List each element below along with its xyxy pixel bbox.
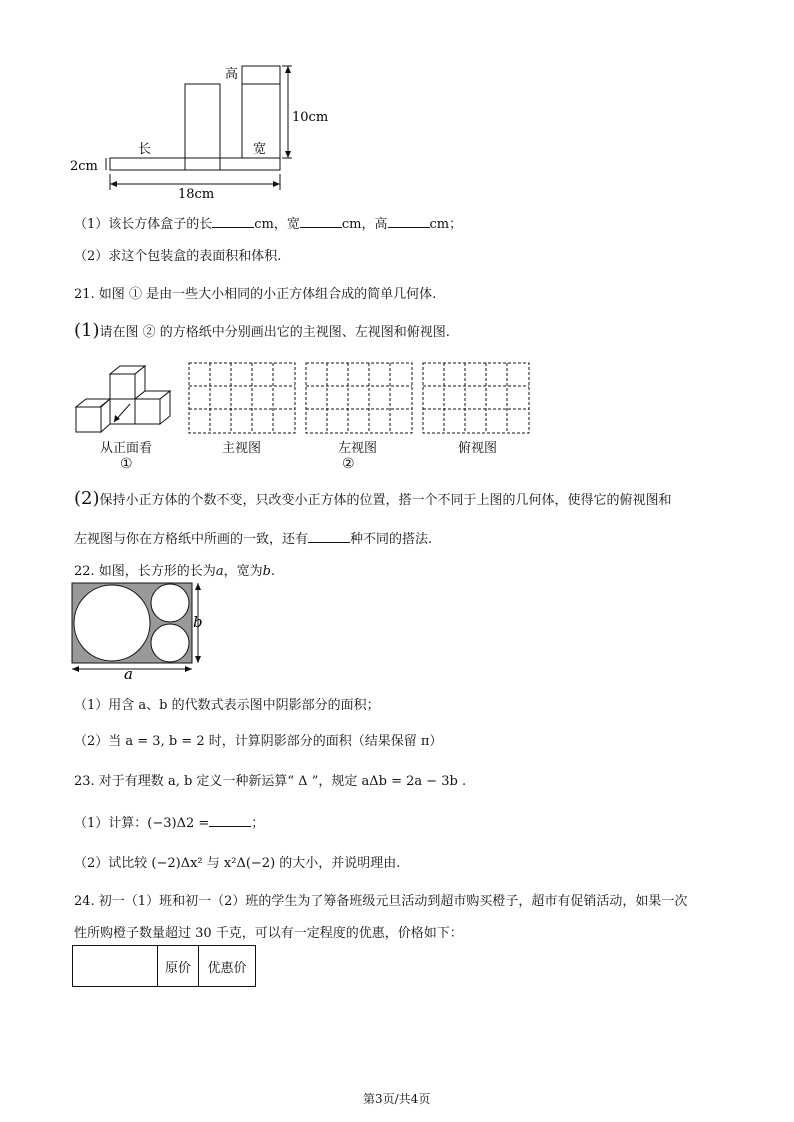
box-net-figure (70, 58, 340, 198)
q24-line1: 24. 初一（1）班和初一（2）班的学生为了筹备班级元旦活动到超市购买橙子，超市有促销活动，如果一次 (74, 894, 688, 909)
q22-part1: （1）用含 a、b 的代数式表示图中阴影部分的面积； (74, 698, 380, 713)
grid-left-view[interactable] (305, 362, 413, 434)
net-label-length: 18cm (178, 187, 215, 198)
grid-top-view[interactable] (422, 362, 530, 434)
caption-fig1: ① (120, 456, 133, 472)
table-cell: 原价 (158, 946, 199, 987)
q20-part2: （2）求这个包装盒的表面积和体积. (74, 249, 282, 264)
net-label-thick: 2cm (70, 159, 98, 174)
caption-fig2: ② (342, 456, 355, 472)
caption-left-view: 左视图 (338, 441, 378, 456)
q23-part1: （1）计算：(−3)Δ2 = ； (74, 816, 265, 831)
answer-blank[interactable] (209, 814, 251, 827)
q20-part1: （1）该长方体盒子的长 cm，宽 cm，高 cm； (74, 217, 463, 232)
answer-blank[interactable] (388, 215, 430, 228)
table-cell (73, 946, 158, 987)
table-row (73, 946, 256, 987)
caption-top-view: 俯视图 (458, 441, 498, 456)
q21-part1: (1)请在图 ② 的方格纸中分别画出它的主视图、左视图和俯视图. (74, 320, 450, 341)
q23-part2: （2）试比较 (−2)Δx² 与 x²Δ(−2) 的大小，并说明理由. (74, 856, 401, 871)
answer-blank[interactable] (308, 530, 350, 543)
cubes-figure (74, 364, 184, 434)
q21-part2-line1: (2)保持小正方体的个数不变，只改变小正方体的位置，搭一个不同于上图的几何体，使得它的俯视图和 (74, 488, 672, 509)
net-label-kuan: 宽 (253, 142, 267, 157)
table-cell: 优惠价 (199, 946, 256, 987)
price-table (72, 945, 256, 987)
q22-stem: 22. 如图，长方形的长为a，宽为b. (74, 564, 276, 579)
circles-rectangle-figure (70, 581, 220, 681)
q21-part2-line2: 左视图与你在方格纸中所画的一致，还有 种不同的搭法. (74, 532, 433, 547)
q21-stem: 21. 如图 ① 是由一些大小相同的小正方体组合成的简单几何体. (74, 287, 437, 302)
net-label-chang: 长 (138, 142, 152, 157)
grid-main-view[interactable] (188, 362, 296, 434)
caption-front: 从正面看 (100, 441, 153, 456)
caption-main-view: 主视图 (222, 441, 262, 456)
q22-part2: （2）当 a = 3, b = 2 时，计算阴影部分的面积（结果保留 π） (74, 734, 443, 749)
net-label-height: 10cm (292, 110, 329, 125)
fig-label-a: a (124, 665, 133, 681)
page-footer: 第3页/共4页 (363, 1092, 431, 1106)
q23-stem: 23. 对于有理数 a, b 定义一种新运算“ Δ ”，规定 aΔb = 2a − 3b . (74, 774, 467, 789)
q24-line2: 性所购橙子数量超过 30 千克，可以有一定程度的优惠，价格如下： (74, 926, 463, 941)
net-label-gao: 高 (225, 67, 239, 82)
fig-label-b: b (193, 613, 203, 631)
answer-blank[interactable] (300, 215, 342, 228)
answer-blank[interactable] (212, 215, 254, 228)
